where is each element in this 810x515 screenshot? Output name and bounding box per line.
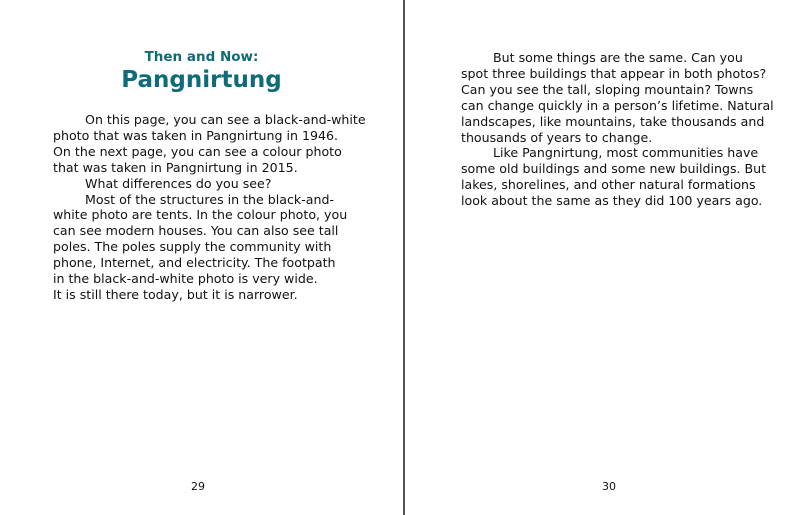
- text-line: Most of the structures in the black-and-: [53, 191, 334, 207]
- text-line: that was taken in Pangnirtung in 2015.: [53, 159, 298, 175]
- text-line: Like Pangnirtung, most communities have: [461, 145, 759, 161]
- text-line: On the next page, you can see a colour photo: [53, 143, 342, 159]
- section-kicker: Then and Now:: [144, 49, 259, 65]
- right-body-text: [461, 50, 781, 209]
- text-line: can change quickly in a person’s lifetime. Natural: [461, 97, 774, 113]
- text-line: look about the same as they did 100 years ago.: [461, 193, 763, 209]
- text-line: Can you see the tall, sloping mountain? Towns: [461, 81, 754, 97]
- page-number: 29: [191, 480, 205, 493]
- left-page: [0, 0, 403, 515]
- text-line: It is still there today, but it is narrower.: [53, 286, 298, 302]
- text-line: What differences do you see?: [53, 175, 272, 191]
- text-line: thousands of years to change.: [461, 129, 653, 145]
- text-line: But some things are the same. Can you: [461, 50, 743, 65]
- text-line: lakes, shorelines, and other natural formations: [461, 177, 756, 193]
- text-line: landscapes, like mountains, take thousands and: [461, 113, 765, 129]
- text-line: in the black-and-white photo is very wide.: [53, 271, 318, 287]
- left-body-text: [53, 112, 373, 303]
- right-page: [405, 0, 810, 515]
- text-line: white photo are tents. In the colour photo, you: [53, 207, 348, 223]
- page-number: 30: [602, 480, 616, 493]
- text-line: phone, Internet, and electricity. The footpath: [53, 255, 336, 271]
- text-line: photo that was taken in Pangnirtung in 1946.: [53, 127, 339, 143]
- text-line: some old buildings and some new buildings. But: [461, 161, 767, 177]
- text-line: spot three buildings that appear in both photos?: [461, 65, 767, 81]
- page-title: Pangnirtung: [121, 67, 282, 93]
- text-line: On this page, you can see a black-and-white: [53, 112, 366, 127]
- text-line: can see modern houses. You can also see tall: [53, 223, 339, 239]
- text-line: poles. The poles supply the community with: [53, 239, 332, 255]
